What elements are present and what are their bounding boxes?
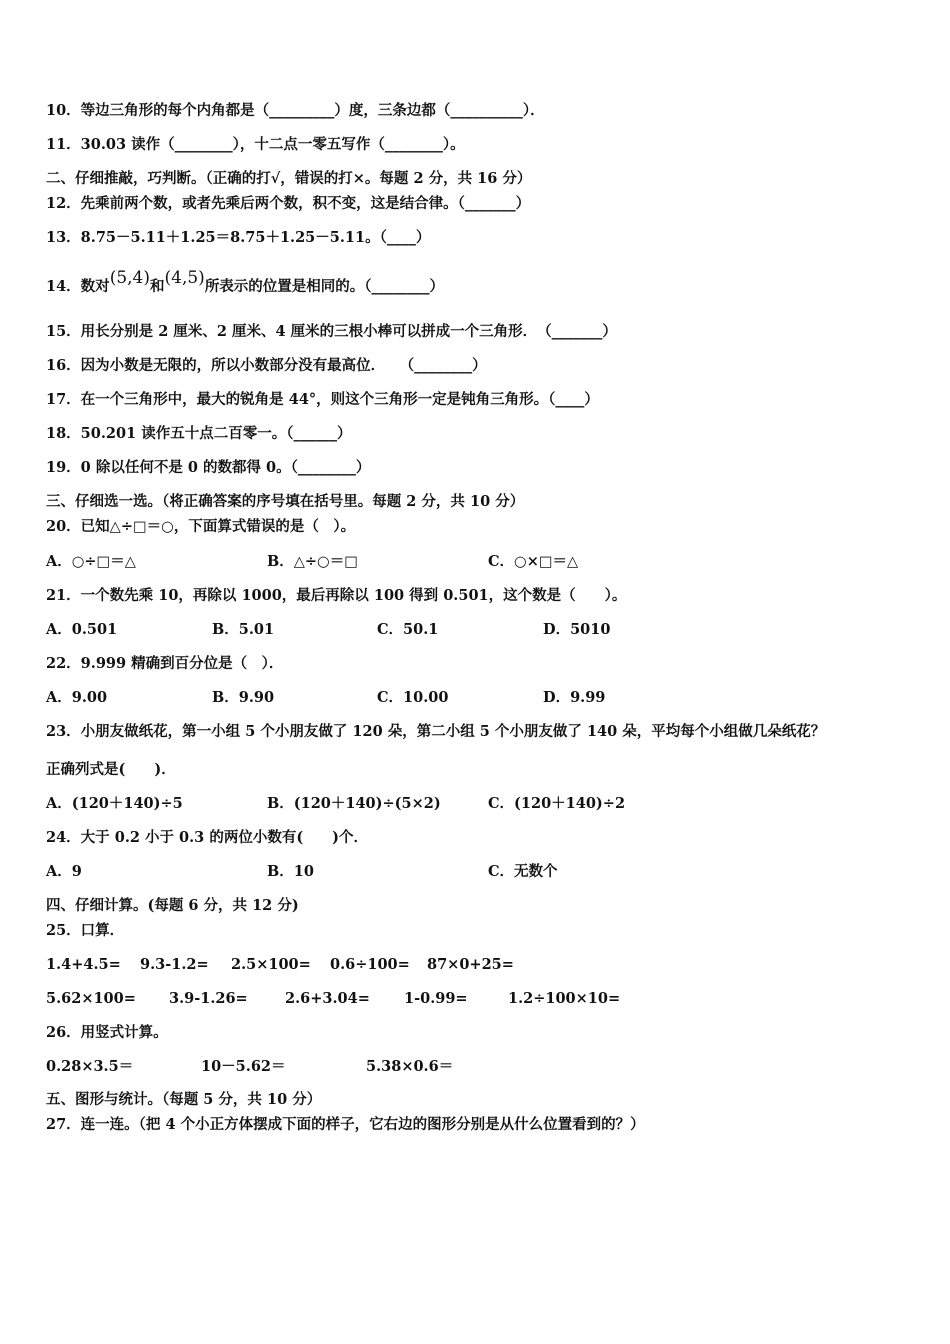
question-23-option-b: B．(120＋140)÷(5×2) [267,795,441,812]
question-23-stem: 23．小朋友做纸花，第一小组 5 个小朋友做了 120 朵，第二小组 5 个小朋友做了 140 朵，平均每个小组做几朵纸花？ [46,723,826,740]
question-19: 19．0 除以任何不是 0 的数都得 0。（________） [46,459,371,476]
question-24-option-a: A．9 [46,863,82,880]
oral-calc-item: 3.9-1.26= [169,990,248,1007]
coordinate-pair-1: (5,4) [109,268,150,288]
question-24-option-b: B．10 [267,863,314,880]
question-20-option-b: B．△÷○＝□ [267,553,358,570]
question-15: 15．用长分别是 2 厘米、2 厘米、4 厘米的三根小棒可以拼成一个三角形． （_______） [46,323,617,340]
question-27: 27．连一连。（把 4 个小正方体摆成下面的样子，它右边的图形分别是从什么位置看到的？） [46,1116,645,1133]
question-23-option-c: C．(120＋140)÷2 [488,795,626,812]
question-23-stem-continued: 正确列式是( )． [46,761,176,778]
oral-calc-item: 1.4+4.5= [46,956,121,973]
oral-calc-item: 2.6+3.04= [285,990,370,1007]
question-21-option-d: D．5010 [543,621,611,638]
vertical-calc-item: 5.38×0.6＝ [366,1058,454,1075]
question-20-option-c: C．○×□＝△ [488,553,579,570]
oral-calc-item: 1-0.99= [404,990,468,1007]
question-22-option-d: D．9.99 [543,689,606,706]
question-24-stem: 24．大于 0.2 小于 0.3 的两位小数有( )个． [46,829,369,846]
question-20-stem: 20．已知△÷□＝○，下面算式错误的是（ ）。 [46,518,356,535]
oral-calc-item: 0.6÷100= [330,956,410,973]
oral-calc-item: 9.3-1.2= [140,956,209,973]
question-26-stem: 26．用竖式计算。 [46,1024,168,1041]
question-17: 17．在一个三角形中，最大的锐角是 44°，则这个三角形一定是钝角三角形。（____） [46,391,599,408]
question-22-option-b: B．9.90 [212,689,275,706]
question-13: 13．8.75－5.11＋1.25＝8.75＋1.25－5.11。（____） [46,229,431,246]
oral-calc-item: 87×0+25= [427,956,514,973]
question-21-option-a: A．0.501 [46,621,118,638]
question-23-option-a: A．(120＋140)÷5 [46,795,183,812]
oral-calc-item: 2.5×100= [231,956,311,973]
question-25-stem: 25．口算． [46,922,125,939]
question-11: 11．30.03 读作（________），十二点一零五写作（________）。 [46,136,465,153]
question-14-suffix: 所表示的位置是相同的。（________） [204,278,445,295]
question-21-option-c: C．50.1 [377,621,439,638]
question-22-option-a: A．9.00 [46,689,108,706]
question-22-option-c: C．10.00 [377,689,449,706]
section-3-heading: 三、仔细选一选。（将正确答案的序号填在括号里。每题 2 分，共 10 分） [46,493,525,510]
oral-calc-item: 5.62×100= [46,990,136,1007]
question-22-stem: 22．9.999 精确到百分位是（ ）． [46,655,284,672]
question-24-option-c: C．无数个 [488,863,558,880]
vertical-calc-item: 10－5.62＝ [201,1058,286,1075]
section-2-heading: 二、仔细推敲，巧判断。（正确的打√，错误的打×。每题 2 分，共 16 分） [46,170,532,187]
question-16: 16．因为小数是无限的，所以小数部分没有最高位． （________） [46,357,487,374]
section-5-heading: 五、图形与统计。（每题 5 分，共 10 分） [46,1091,322,1108]
question-18: 18．50.201 读作五十点二百零一。（______） [46,425,352,442]
question-14 [46,268,445,297]
question-21-stem: 21．一个数先乘 10，再除以 1000，最后再除以 100 得到 0.501，这个数是（ ）。 [46,587,627,604]
question-20-option-a: A．○÷□＝△ [46,553,136,570]
oral-calc-item: 1.2÷100×10= [508,990,621,1007]
question-21-option-b: B．5.01 [212,621,275,638]
section-4-heading: 四、仔细计算。(每题 6 分，共 12 分) [46,897,299,914]
question-12: 12．先乘前两个数，或者先乘后两个数，积不变，这是结合律。（_______） [46,195,531,212]
question-14-mid: 和 [150,278,165,295]
vertical-calc-item: 0.28×3.5＝ [46,1058,134,1075]
question-10: 10．等边三角形的每个内角都是（_________）度，三条边都（__________）． [46,102,545,119]
question-14-prefix: 14．数对 [46,278,110,295]
coordinate-pair-2: (4,5) [164,268,205,288]
